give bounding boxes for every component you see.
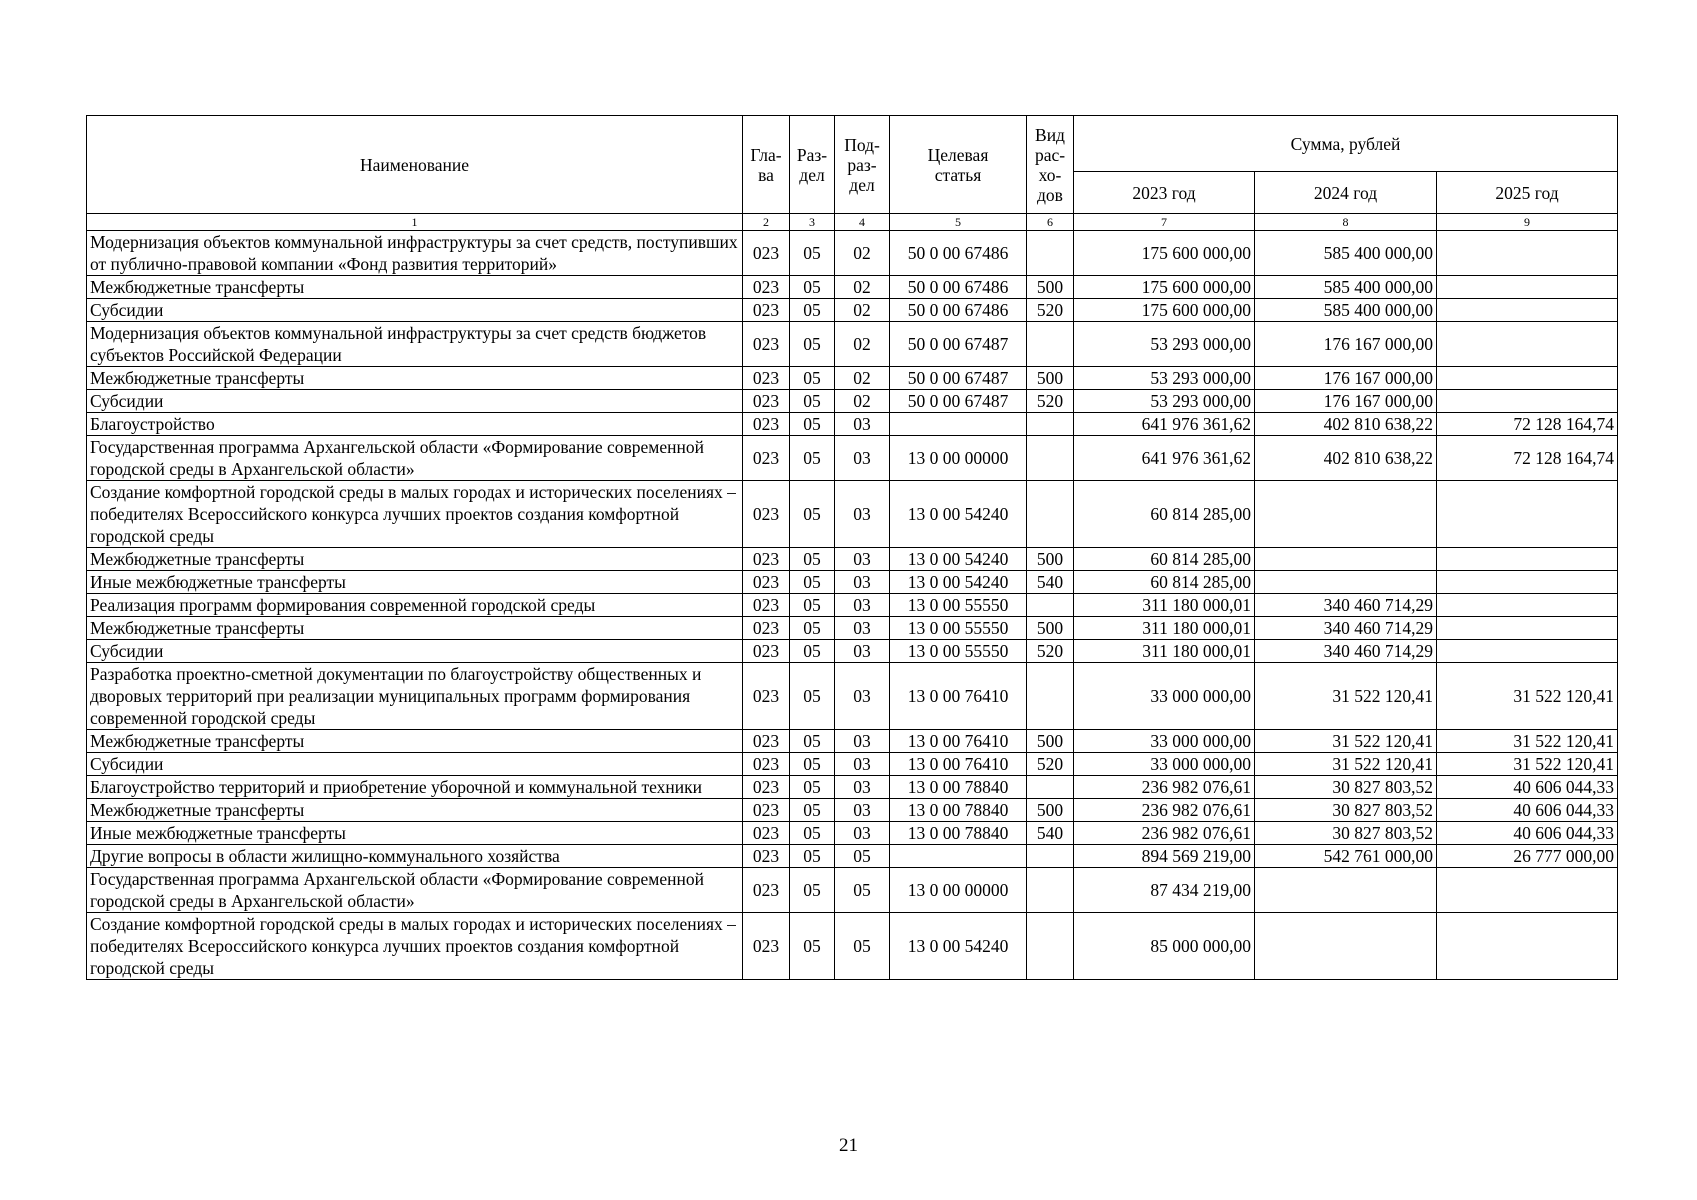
cell-razdel: 05 [790, 299, 835, 322]
cell-podrazdel: 05 [835, 868, 890, 913]
header-podrazdel-line: дел [849, 174, 875, 195]
cell-tselevaya: 13 0 00 55550 [890, 617, 1027, 640]
cell-podrazdel: 05 [835, 913, 890, 980]
cell-amount-2025: 40 606 044,33 [1437, 799, 1618, 822]
cell-glava: 023 [743, 913, 790, 980]
cell-amount-2025: 72 128 164,74 [1437, 413, 1618, 436]
cell-name: Межбюджетные трансферты [87, 730, 743, 753]
cell-tselevaya: 13 0 00 76410 [890, 730, 1027, 753]
cell-podrazdel: 02 [835, 299, 890, 322]
cell-razdel: 05 [790, 548, 835, 571]
cell-name: Субсидии [87, 299, 743, 322]
cell-glava: 023 [743, 548, 790, 571]
cell-glava: 023 [743, 776, 790, 799]
cell-amount-2025 [1437, 276, 1618, 299]
cell-podrazdel: 03 [835, 640, 890, 663]
cell-glava: 023 [743, 753, 790, 776]
cell-glava: 023 [743, 799, 790, 822]
cell-amount-2023: 53 293 000,00 [1074, 390, 1255, 413]
cell-vid: 520 [1027, 640, 1074, 663]
cell-tselevaya: 13 0 00 78840 [890, 799, 1027, 822]
cell-podrazdel: 03 [835, 776, 890, 799]
cell-name: Благоустройство [87, 413, 743, 436]
cell-razdel: 05 [790, 663, 835, 730]
cell-vid: 500 [1027, 617, 1074, 640]
cell-razdel: 05 [790, 753, 835, 776]
cell-name: Разработка проектно-сметной документации по благоустройству общественных и дворовых территорий при реализации муниципальных программ формирования современной городской среды [87, 663, 743, 730]
cell-razdel: 05 [790, 776, 835, 799]
header-tselevaya-line: Целевая [927, 144, 989, 165]
header-year-2025: 2025 год [1437, 172, 1618, 214]
cell-amount-2024: 30 827 803,52 [1255, 776, 1437, 799]
cell-name: Субсидии [87, 753, 743, 776]
cell-amount-2025 [1437, 322, 1618, 367]
header-vid-line: хо- [1038, 164, 1062, 185]
column-number: 4 [835, 214, 890, 231]
cell-amount-2024: 30 827 803,52 [1255, 822, 1437, 845]
cell-vid: 520 [1027, 753, 1074, 776]
cell-glava: 023 [743, 730, 790, 753]
table-row [87, 231, 1618, 276]
cell-razdel: 05 [790, 367, 835, 390]
column-number: 6 [1027, 214, 1074, 231]
cell-podrazdel: 03 [835, 594, 890, 617]
cell-tselevaya [890, 413, 1027, 436]
cell-amount-2024: 340 460 714,29 [1255, 617, 1437, 640]
cell-vid [1027, 776, 1074, 799]
cell-razdel: 05 [790, 913, 835, 980]
cell-name: Субсидии [87, 640, 743, 663]
cell-podrazdel: 03 [835, 548, 890, 571]
cell-razdel: 05 [790, 868, 835, 913]
cell-vid [1027, 481, 1074, 548]
cell-amount-2023: 60 814 285,00 [1074, 548, 1255, 571]
cell-amount-2025: 31 522 120,41 [1437, 753, 1618, 776]
cell-name: Межбюджетные трансферты [87, 617, 743, 640]
cell-amount-2024: 176 167 000,00 [1255, 390, 1437, 413]
header-glava-line: Гла- [750, 144, 782, 165]
column-number: 8 [1255, 214, 1437, 231]
cell-amount-2023: 641 976 361,62 [1074, 436, 1255, 481]
cell-podrazdel: 02 [835, 322, 890, 367]
cell-amount-2025 [1437, 617, 1618, 640]
table-row [87, 436, 1618, 481]
cell-podrazdel: 03 [835, 730, 890, 753]
cell-razdel: 05 [790, 617, 835, 640]
cell-razdel: 05 [790, 594, 835, 617]
header-summa: Сумма, рублей [1074, 116, 1618, 172]
cell-amount-2025 [1437, 231, 1618, 276]
table-row [87, 367, 1618, 390]
header-razdel [790, 116, 835, 214]
column-number: 7 [1074, 214, 1255, 231]
cell-tselevaya: 13 0 00 78840 [890, 776, 1027, 799]
table-row [87, 822, 1618, 845]
cell-amount-2024 [1255, 868, 1437, 913]
cell-amount-2024: 340 460 714,29 [1255, 594, 1437, 617]
cell-vid [1027, 845, 1074, 868]
cell-name: Благоустройство территорий и приобретение уборочной и коммунальной техники [87, 776, 743, 799]
cell-amount-2024: 31 522 120,41 [1255, 663, 1437, 730]
cell-glava: 023 [743, 367, 790, 390]
cell-tselevaya: 13 0 00 55550 [890, 640, 1027, 663]
column-number: 3 [790, 214, 835, 231]
cell-amount-2023: 33 000 000,00 [1074, 663, 1255, 730]
cell-amount-2024: 585 400 000,00 [1255, 299, 1437, 322]
cell-vid: 520 [1027, 299, 1074, 322]
cell-podrazdel: 02 [835, 367, 890, 390]
header-year-2024: 2024 год [1255, 172, 1437, 214]
cell-amount-2024: 402 810 638,22 [1255, 413, 1437, 436]
cell-amount-2025 [1437, 367, 1618, 390]
cell-vid [1027, 413, 1074, 436]
cell-razdel: 05 [790, 231, 835, 276]
cell-glava: 023 [743, 571, 790, 594]
header-vid-line: рас- [1034, 144, 1066, 165]
cell-vid: 500 [1027, 799, 1074, 822]
cell-tselevaya: 50 0 00 67487 [890, 322, 1027, 367]
cell-glava: 023 [743, 845, 790, 868]
cell-amount-2023: 60 814 285,00 [1074, 571, 1255, 594]
cell-podrazdel: 02 [835, 231, 890, 276]
page-number: 21 [839, 1135, 858, 1156]
cell-vid: 500 [1027, 276, 1074, 299]
cell-podrazdel: 03 [835, 481, 890, 548]
table-row [87, 776, 1618, 799]
cell-amount-2025 [1437, 571, 1618, 594]
cell-amount-2025 [1437, 548, 1618, 571]
cell-amount-2023: 53 293 000,00 [1074, 367, 1255, 390]
cell-podrazdel: 02 [835, 390, 890, 413]
header-tselevaya-line: статья [934, 164, 982, 185]
cell-amount-2024: 30 827 803,52 [1255, 799, 1437, 822]
cell-amount-2024: 585 400 000,00 [1255, 276, 1437, 299]
cell-amount-2023: 311 180 000,01 [1074, 617, 1255, 640]
cell-glava: 023 [743, 436, 790, 481]
cell-vid [1027, 322, 1074, 367]
cell-glava: 023 [743, 663, 790, 730]
cell-vid: 540 [1027, 571, 1074, 594]
cell-name: Субсидии [87, 390, 743, 413]
cell-amount-2023: 53 293 000,00 [1074, 322, 1255, 367]
cell-name: Модернизация объектов коммунальной инфраструктуры за счет средств, поступивших от публично-правовой компании «Фонд развития территорий» [87, 231, 743, 276]
cell-name: Иные межбюджетные трансферты [87, 571, 743, 594]
column-number: 1 [87, 214, 743, 231]
cell-razdel: 05 [790, 436, 835, 481]
cell-tselevaya: 13 0 00 55550 [890, 594, 1027, 617]
cell-amount-2025: 31 522 120,41 [1437, 730, 1618, 753]
cell-amount-2023: 641 976 361,62 [1074, 413, 1255, 436]
cell-name: Модернизация объектов коммунальной инфраструктуры за счет средств бюджетов субъектов Российской Федерации [87, 322, 743, 367]
cell-amount-2025: 72 128 164,74 [1437, 436, 1618, 481]
header-name: Наименование [87, 116, 743, 214]
cell-amount-2024: 176 167 000,00 [1255, 322, 1437, 367]
header-glava [743, 116, 790, 214]
cell-amount-2025 [1437, 640, 1618, 663]
cell-amount-2023: 175 600 000,00 [1074, 231, 1255, 276]
cell-tselevaya: 13 0 00 54240 [890, 481, 1027, 548]
cell-amount-2024: 176 167 000,00 [1255, 367, 1437, 390]
cell-amount-2025: 31 522 120,41 [1437, 663, 1618, 730]
header-vid-line: дов [1037, 184, 1063, 205]
cell-glava: 023 [743, 390, 790, 413]
cell-tselevaya: 13 0 00 54240 [890, 571, 1027, 594]
cell-amount-2024: 340 460 714,29 [1255, 640, 1437, 663]
cell-glava: 023 [743, 617, 790, 640]
cell-tselevaya [890, 845, 1027, 868]
table-row [87, 594, 1618, 617]
cell-tselevaya: 13 0 00 00000 [890, 436, 1027, 481]
cell-glava: 023 [743, 868, 790, 913]
cell-tselevaya: 13 0 00 00000 [890, 868, 1027, 913]
column-number: 9 [1437, 214, 1618, 231]
header-podrazdel-line: Под- [844, 134, 880, 155]
cell-glava: 023 [743, 322, 790, 367]
table-row [87, 617, 1618, 640]
cell-tselevaya: 13 0 00 78840 [890, 822, 1027, 845]
cell-amount-2024 [1255, 571, 1437, 594]
header-year-2023: 2023 год [1074, 172, 1255, 214]
cell-tselevaya: 50 0 00 67486 [890, 299, 1027, 322]
cell-amount-2023: 60 814 285,00 [1074, 481, 1255, 548]
cell-podrazdel: 03 [835, 413, 890, 436]
table-row [87, 299, 1618, 322]
cell-tselevaya: 13 0 00 76410 [890, 753, 1027, 776]
cell-amount-2023: 175 600 000,00 [1074, 276, 1255, 299]
table-row [87, 548, 1618, 571]
cell-amount-2023: 87 434 219,00 [1074, 868, 1255, 913]
cell-razdel: 05 [790, 276, 835, 299]
column-number: 5 [890, 214, 1027, 231]
cell-amount-2024: 31 522 120,41 [1255, 753, 1437, 776]
table-row [87, 753, 1618, 776]
cell-tselevaya: 50 0 00 67486 [890, 231, 1027, 276]
header-vid [1027, 116, 1074, 214]
cell-tselevaya: 50 0 00 67486 [890, 276, 1027, 299]
cell-amount-2025 [1437, 868, 1618, 913]
cell-glava: 023 [743, 413, 790, 436]
cell-tselevaya: 13 0 00 76410 [890, 663, 1027, 730]
cell-amount-2023: 894 569 219,00 [1074, 845, 1255, 868]
cell-amount-2024: 542 761 000,00 [1255, 845, 1437, 868]
budget-table [86, 115, 1618, 980]
table-row [87, 799, 1618, 822]
cell-name: Другие вопросы в области жилищно-коммунального хозяйства [87, 845, 743, 868]
table-row [87, 663, 1618, 730]
cell-amount-2025 [1437, 481, 1618, 548]
cell-tselevaya: 50 0 00 67487 [890, 390, 1027, 413]
table-row [87, 913, 1618, 980]
table-row [87, 413, 1618, 436]
cell-vid: 540 [1027, 822, 1074, 845]
cell-podrazdel: 03 [835, 799, 890, 822]
cell-podrazdel: 03 [835, 436, 890, 481]
table-row [87, 322, 1618, 367]
table-row [87, 390, 1618, 413]
cell-tselevaya: 13 0 00 54240 [890, 548, 1027, 571]
cell-razdel: 05 [790, 322, 835, 367]
cell-glava: 023 [743, 276, 790, 299]
cell-amount-2025: 40 606 044,33 [1437, 822, 1618, 845]
cell-amount-2025 [1437, 913, 1618, 980]
cell-podrazdel: 03 [835, 822, 890, 845]
cell-amount-2023: 311 180 000,01 [1074, 640, 1255, 663]
cell-podrazdel: 02 [835, 276, 890, 299]
header-podrazdel [835, 116, 890, 214]
cell-name: Межбюджетные трансферты [87, 548, 743, 571]
cell-name: Государственная программа Архангельской области «Формирование современной городской среды в Архангельской области» [87, 436, 743, 481]
cell-amount-2025 [1437, 594, 1618, 617]
cell-podrazdel: 03 [835, 663, 890, 730]
cell-name: Создание комфортной городской среды в малых городах и исторических поселениях – победителях Всероссийского конкурса лучших проектов создания комфортной городской среды [87, 481, 743, 548]
header-razdel-line: Раз- [796, 144, 828, 165]
cell-vid: 500 [1027, 730, 1074, 753]
cell-name: Межбюджетные трансферты [87, 276, 743, 299]
cell-name: Межбюджетные трансферты [87, 367, 743, 390]
cell-razdel: 05 [790, 481, 835, 548]
cell-vid [1027, 594, 1074, 617]
cell-podrazdel: 03 [835, 571, 890, 594]
table-row [87, 276, 1618, 299]
header-razdel-line: дел [799, 164, 825, 185]
cell-amount-2024 [1255, 548, 1437, 571]
cell-vid [1027, 868, 1074, 913]
cell-vid [1027, 663, 1074, 730]
cell-razdel: 05 [790, 640, 835, 663]
cell-amount-2023: 175 600 000,00 [1074, 299, 1255, 322]
cell-glava: 023 [743, 594, 790, 617]
cell-razdel: 05 [790, 571, 835, 594]
cell-tselevaya: 50 0 00 67487 [890, 367, 1027, 390]
cell-vid: 500 [1027, 367, 1074, 390]
cell-podrazdel: 03 [835, 617, 890, 640]
cell-tselevaya: 13 0 00 54240 [890, 913, 1027, 980]
header-podrazdel-line: раз- [847, 154, 877, 175]
cell-vid [1027, 231, 1074, 276]
cell-razdel: 05 [790, 822, 835, 845]
table-body [87, 231, 1618, 980]
cell-glava: 023 [743, 481, 790, 548]
header-tselevaya [890, 116, 1027, 214]
cell-name: Государственная программа Архангельской области «Формирование современной городской среды в Архангельской области» [87, 868, 743, 913]
cell-amount-2025: 40 606 044,33 [1437, 776, 1618, 799]
cell-amount-2024: 31 522 120,41 [1255, 730, 1437, 753]
cell-razdel: 05 [790, 730, 835, 753]
cell-glava: 023 [743, 299, 790, 322]
cell-name: Иные межбюджетные трансферты [87, 822, 743, 845]
cell-vid: 500 [1027, 548, 1074, 571]
table-row [87, 868, 1618, 913]
table-row [87, 730, 1618, 753]
cell-amount-2023: 33 000 000,00 [1074, 730, 1255, 753]
cell-podrazdel: 05 [835, 845, 890, 868]
table-row [87, 571, 1618, 594]
cell-razdel: 05 [790, 390, 835, 413]
cell-razdel: 05 [790, 799, 835, 822]
cell-amount-2024 [1255, 913, 1437, 980]
cell-amount-2023: 236 982 076,61 [1074, 822, 1255, 845]
cell-amount-2024: 402 810 638,22 [1255, 436, 1437, 481]
table-row [87, 845, 1618, 868]
column-number: 2 [743, 214, 790, 231]
cell-podrazdel: 03 [835, 753, 890, 776]
cell-amount-2025: 26 777 000,00 [1437, 845, 1618, 868]
table-row [87, 481, 1618, 548]
cell-glava: 023 [743, 231, 790, 276]
cell-amount-2023: 33 000 000,00 [1074, 753, 1255, 776]
cell-amount-2025 [1437, 299, 1618, 322]
header-vid-line: Вид [1035, 124, 1065, 145]
cell-amount-2023: 236 982 076,61 [1074, 799, 1255, 822]
cell-vid [1027, 436, 1074, 481]
cell-name: Реализация программ формирования современной городской среды [87, 594, 743, 617]
cell-amount-2024: 585 400 000,00 [1255, 231, 1437, 276]
cell-glava: 023 [743, 822, 790, 845]
cell-amount-2025 [1437, 390, 1618, 413]
cell-amount-2023: 236 982 076,61 [1074, 776, 1255, 799]
cell-amount-2023: 85 000 000,00 [1074, 913, 1255, 980]
table-row [87, 640, 1618, 663]
cell-vid: 520 [1027, 390, 1074, 413]
header-glava-line: ва [758, 164, 774, 185]
cell-name: Создание комфортной городской среды в малых городах и исторических поселениях – победителях Всероссийского конкурса лучших проектов создания комфортной городской среды [87, 913, 743, 980]
cell-amount-2023: 311 180 000,01 [1074, 594, 1255, 617]
cell-glava: 023 [743, 640, 790, 663]
cell-amount-2024 [1255, 481, 1437, 548]
cell-razdel: 05 [790, 413, 835, 436]
cell-razdel: 05 [790, 845, 835, 868]
cell-vid [1027, 913, 1074, 980]
cell-name: Межбюджетные трансферты [87, 799, 743, 822]
